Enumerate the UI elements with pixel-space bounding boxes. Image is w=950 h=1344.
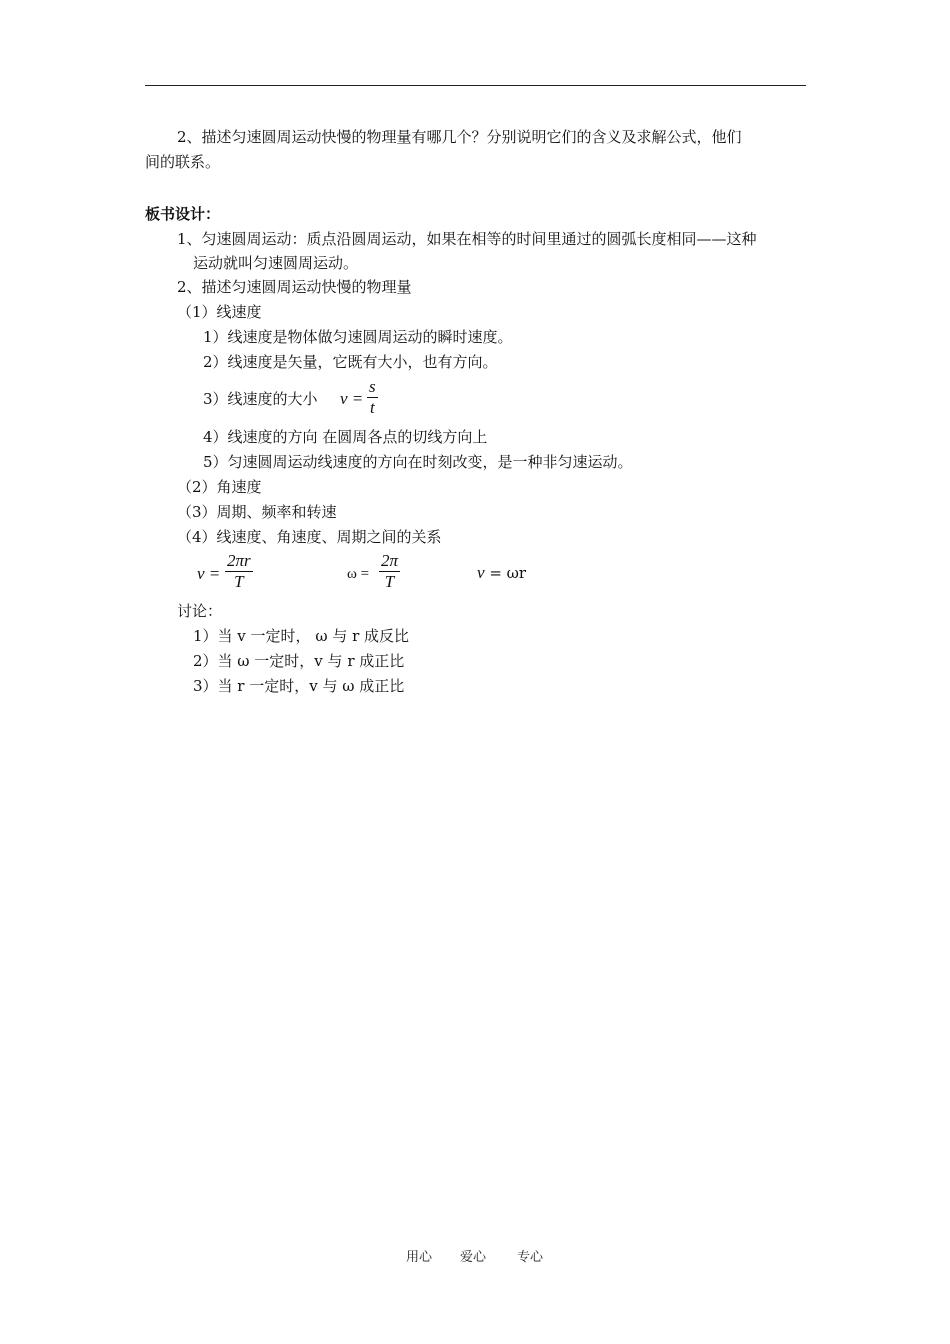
velocity-point-2: 2）线速度是矢量，它既有大小，也有方向。 <box>203 353 498 371</box>
footer-zhuanxin: 专心 <box>517 1250 544 1265</box>
speed-formula-lhs: v = <box>340 389 364 408</box>
question-line-1: 2、描述匀速圆周运动快慢的物理量有哪几个？分别说明它们的含义及求解公式，他们 <box>177 128 742 146</box>
speed-formula-denominator: t <box>369 398 375 417</box>
discussion-item-2: 2）当 ω 一定时，v 与 r 成正比 <box>193 652 405 670</box>
speed-formula-numerator: s <box>369 377 376 396</box>
v-relation-numerator: 2πr <box>227 551 251 570</box>
discussion-item-1: 1）当 v 一定时， ω 与 r 成反比 <box>193 627 410 645</box>
w-relation-fraction <box>379 551 400 592</box>
footer-yongxin: 用心 <box>406 1250 433 1265</box>
vw-relation-lhs: v <box>477 563 485 582</box>
vw-relation <box>477 563 526 583</box>
question-line-2: 间的联系。 <box>145 153 221 171</box>
w-relation-numerator: 2π <box>381 551 399 570</box>
board-sub-1: （1）线速度 <box>177 303 262 321</box>
w-relation-lhs: ω = <box>347 566 370 582</box>
discussion-item-3: 3）当 r 一定时，v 与 ω 成正比 <box>193 677 405 695</box>
board-item-2: 2、描述匀速圆周运动快慢的物理量 <box>177 278 412 296</box>
velocity-point-4: 4）线速度的方向 在圆周各点的切线方向上 <box>203 428 488 446</box>
board-item-1-line-2: 运动就叫匀速圆周运动。 <box>193 254 359 272</box>
board-sub-4: （4）线速度、角速度、周期之间的关系 <box>177 528 442 546</box>
velocity-point-5: 5）匀速圆周运动线速度的方向在时刻改变，是一种非匀速运动。 <box>203 453 633 471</box>
speed-formula-fraction <box>367 377 378 418</box>
w-relation-denominator: T <box>384 572 395 591</box>
board-heading: 板书设计： <box>145 205 221 223</box>
discussion-heading: 讨论： <box>177 602 223 620</box>
header-rule <box>145 85 806 86</box>
board-item-1-line-1: 1、匀速圆周运动：质点沿圆周运动，如果在相等的时间里通过的圆弧长度相同——这种 <box>177 230 757 248</box>
velocity-point-1: 1）线速度是物体做匀速圆周运动的瞬时速度。 <box>203 328 513 346</box>
board-sub-2: （2）角速度 <box>177 478 262 496</box>
v-relation-denominator: T <box>234 572 244 591</box>
vw-relation-rhs: = ωr <box>489 564 527 582</box>
velocity-point-3: 3）线速度的大小 <box>203 390 318 408</box>
v-relation-lhs: v = <box>197 564 221 583</box>
board-sub-3: （3）周期、频率和转速 <box>177 503 337 521</box>
v-relation-fraction <box>225 551 253 592</box>
footer-aixin: 爱心 <box>460 1250 487 1265</box>
